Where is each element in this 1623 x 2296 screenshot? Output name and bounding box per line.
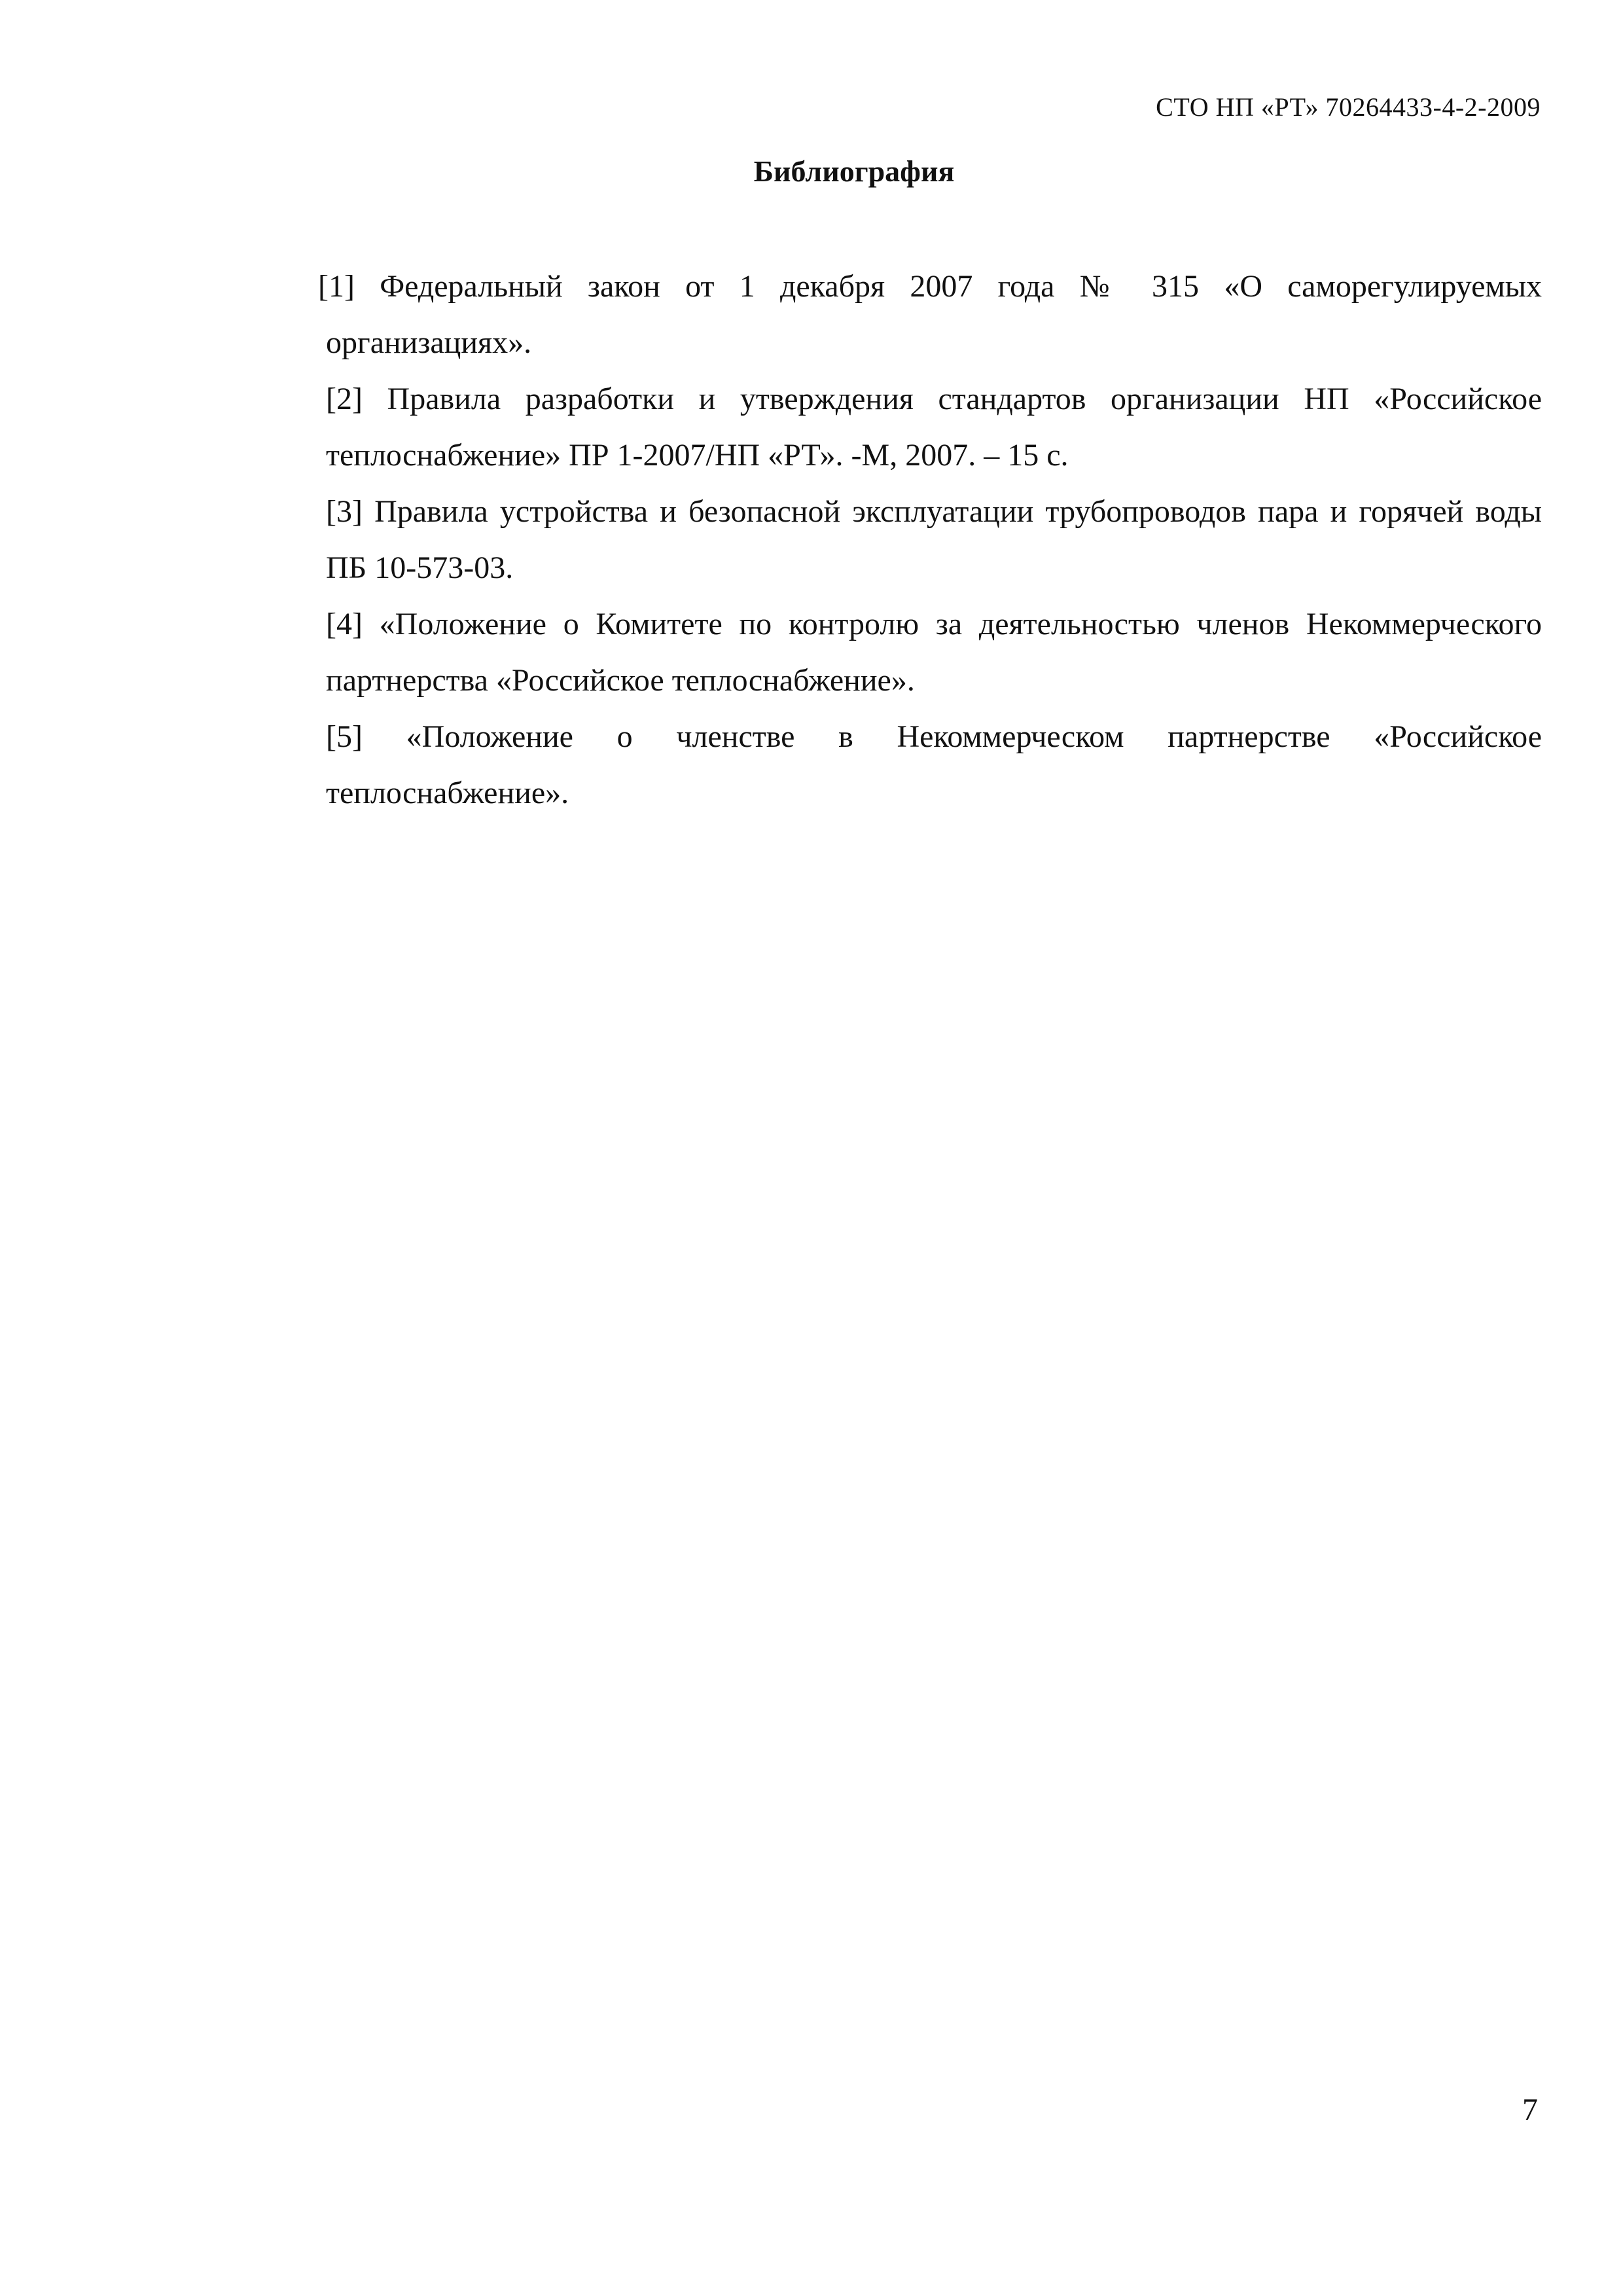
bibliography-entry-3: [3] Правила устройства и безопасной эксплуатации трубопроводов пара и горячей воды ПБ 10-573-03.: [326, 494, 1542, 585]
bibliography-entry-5: [5] «Положение о членстве в Некоммерческом партнерстве «Российское теплоснабжение».: [326, 719, 1542, 810]
bibliography-entry-1: [1] Федеральный закон от 1 декабря 2007 года № 315 «О саморегулируемых организациях».: [318, 269, 1542, 360]
document-code: СТО НП «РТ» 70264433-4-2-2009: [1156, 92, 1541, 122]
page-title: Библиография: [753, 154, 955, 188]
bibliography-entry-4: [4] «Положение о Комитете по контролю за деятельностью членов Некоммерческого партнерства «Российское теплоснабжение».: [326, 607, 1542, 698]
bibliography-list: [318, 259, 1542, 821]
bibliography-entry-2: [2] Правила разработки и утверждения стандартов организации НП «Российское теплоснабжение» ПР 1-2007/НП «РТ». -М, 2007. – 15 с.: [326, 382, 1542, 473]
page-number: 7: [1522, 2092, 1538, 2127]
